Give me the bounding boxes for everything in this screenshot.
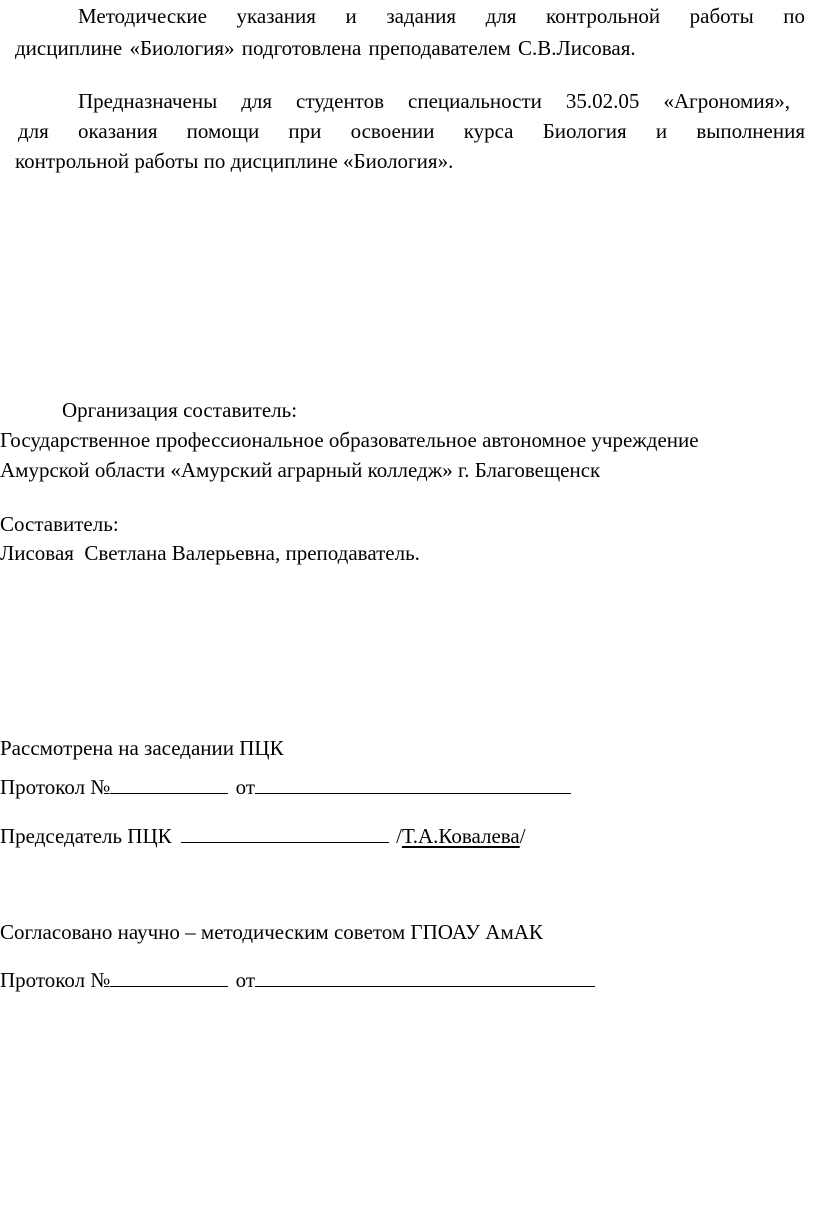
organization-line-1: Государственное профессиональное образовательное автономное учреждение [0, 428, 699, 452]
pck-protocol-label: Протокол № [0, 775, 111, 799]
pck-chairman-label: Председатель ПЦК [0, 824, 172, 848]
pck-slash-open: / [396, 824, 402, 848]
organization-line-2: Амурской области «Амурский аграрный колледж» г. Благовещенск [0, 458, 601, 482]
author-label: Составитель: [0, 512, 119, 536]
pck-date-blank[interactable] [255, 773, 571, 794]
council-protocol-label: Протокол № [0, 968, 111, 992]
council-date-blank[interactable] [255, 966, 595, 987]
council-agreed-text: Согласовано научно – методическим советом ГПОАУ АмАК [0, 920, 543, 944]
pck-slash-close: / [519, 824, 526, 848]
council-protocol-number-blank[interactable] [110, 966, 228, 987]
intro-line-2: дисциплине «Биология» подготовлена преподавателем С.В.Лисовая. [15, 36, 636, 60]
pck-protocol-row [0, 773, 571, 801]
pck-chairman-row [0, 822, 526, 850]
purpose-line-3: контрольной работы по дисциплине «Биология». [15, 149, 454, 173]
intro-line-1: Методические указания и задания для контрольной работы по [78, 4, 805, 28]
pck-chairman-name: Т.А.Ковалева [401, 824, 520, 848]
council-protocol-row [0, 966, 595, 994]
purpose-line-1: Предназначены для студентов специальности 35.02.05 «Агрономия», [78, 89, 790, 113]
author-name: Лисовая Светлана Валерьевна, преподаватель. [0, 541, 420, 565]
pck-reviewed-text: Рассмотрена на заседании ПЦК [0, 736, 284, 760]
pck-chairman-signature-blank[interactable] [181, 822, 389, 843]
purpose-line-2: для оказания помощи при освоении курса Биология и выполнения [18, 119, 805, 143]
council-from-label: от [235, 968, 256, 992]
organization-label: Организация составитель: [62, 398, 298, 422]
pck-protocol-number-blank[interactable] [110, 773, 228, 794]
pck-from-label: от [235, 775, 256, 799]
